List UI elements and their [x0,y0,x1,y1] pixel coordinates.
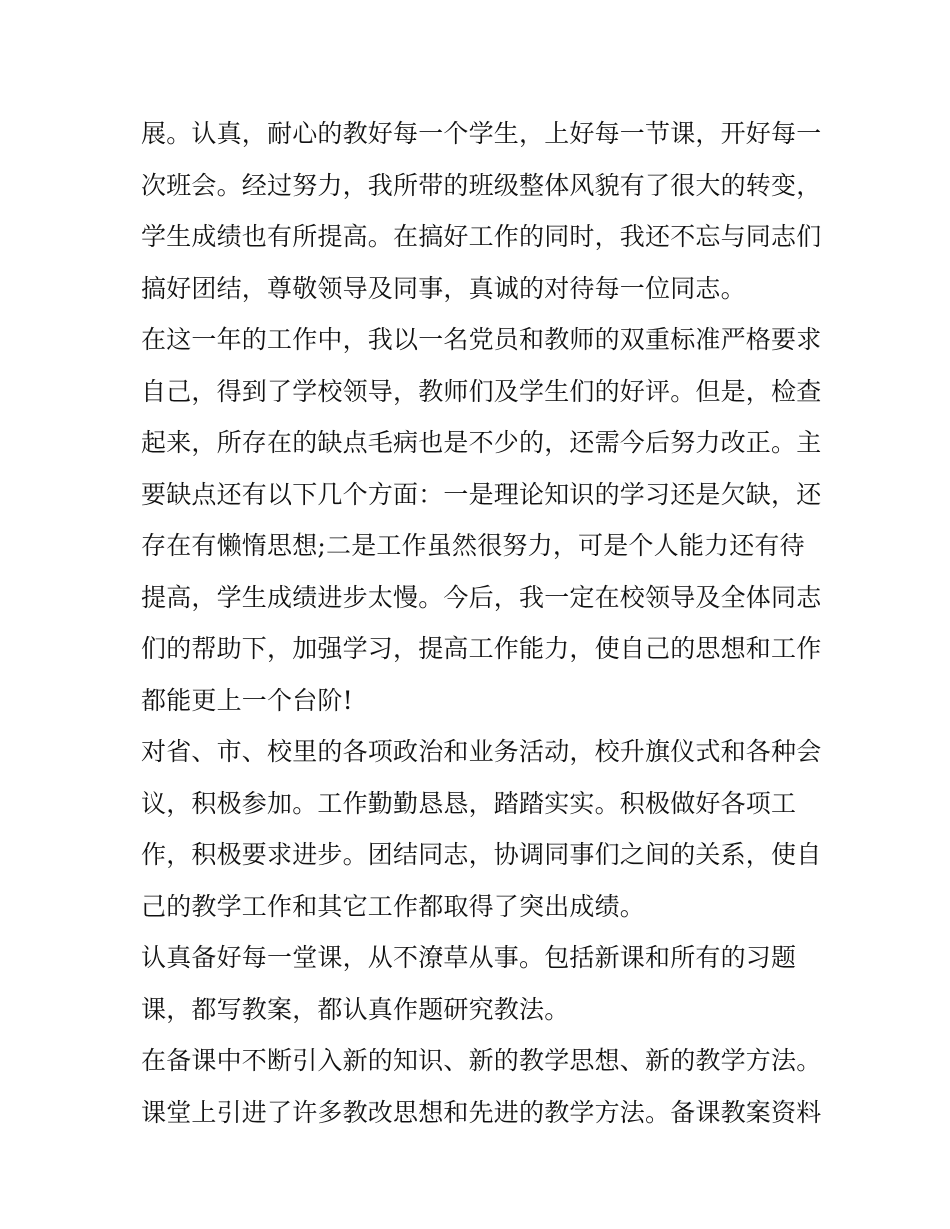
text-line: 作，积极要求进步。团结同志，协调同事们之间的关系，使自 [141,840,822,869]
text-line: 搞好团结，尊敬领导及同事，真诚的对待每一位同志。 [141,273,746,303]
text-line: 课，都写教案，都认真作题研究教法。 [141,994,570,1024]
text-line: 在备课中不断引入新的知识、新的教学思想、新的教学方法。 [141,1046,822,1075]
text-line: 提高，学生成绩进步太慢。今后，我一定在校领导及全体同志 [141,582,822,612]
text-line: 学生成绩也有所提高。在搞好工作的同时，我还不忘与同志们 [141,222,822,251]
text-line: 在这一年的工作中，我以一名党员和教师的双重标准严格要求 [141,325,822,354]
text-line: 们的帮助下，加强学习，提高工作能力，使自己的思想和工作 [141,634,822,663]
text-line: 己的教学工作和其它工作都取得了突出成绩。 [141,891,646,921]
text-line: 要缺点还有以下几个方面：一是理论知识的学习还是欠缺，还 [141,479,822,509]
document-body-text [141,108,822,1138]
text-line: 议，积极参加。工作勤勤恳恳，踏踏实实。积极做好各项工 [141,788,797,818]
text-line: 课堂上引进了许多教改思想和先进的教学方法。备课教案资料 [141,1097,822,1127]
text-line: 对省、市、校里的各项政治和业务活动，校升旗仪式和各种会 [141,737,822,766]
text-line: 自己，得到了学校领导，教师们及学生们的好评。但是，检查 [141,376,822,406]
text-line: 存在有懒惰思想;二是工作虽然很努力，可是个人能力还有待 [141,531,805,560]
text-line: 认真备好每一堂课，从不潦草从事。包括新课和所有的习题 [141,943,797,972]
text-line: 起来，所存在的缺点毛病也是不少的，还需今后努力改正。主 [141,428,822,457]
text-line: 次班会。经过努力，我所带的班级整体风貌有了很大的转变， [141,170,822,200]
text-line: 展。认真，耐心的教好每一个学生，上好每一节课，开好每一 [141,119,822,148]
text-line: 都能更上一个台阶! [141,685,353,715]
